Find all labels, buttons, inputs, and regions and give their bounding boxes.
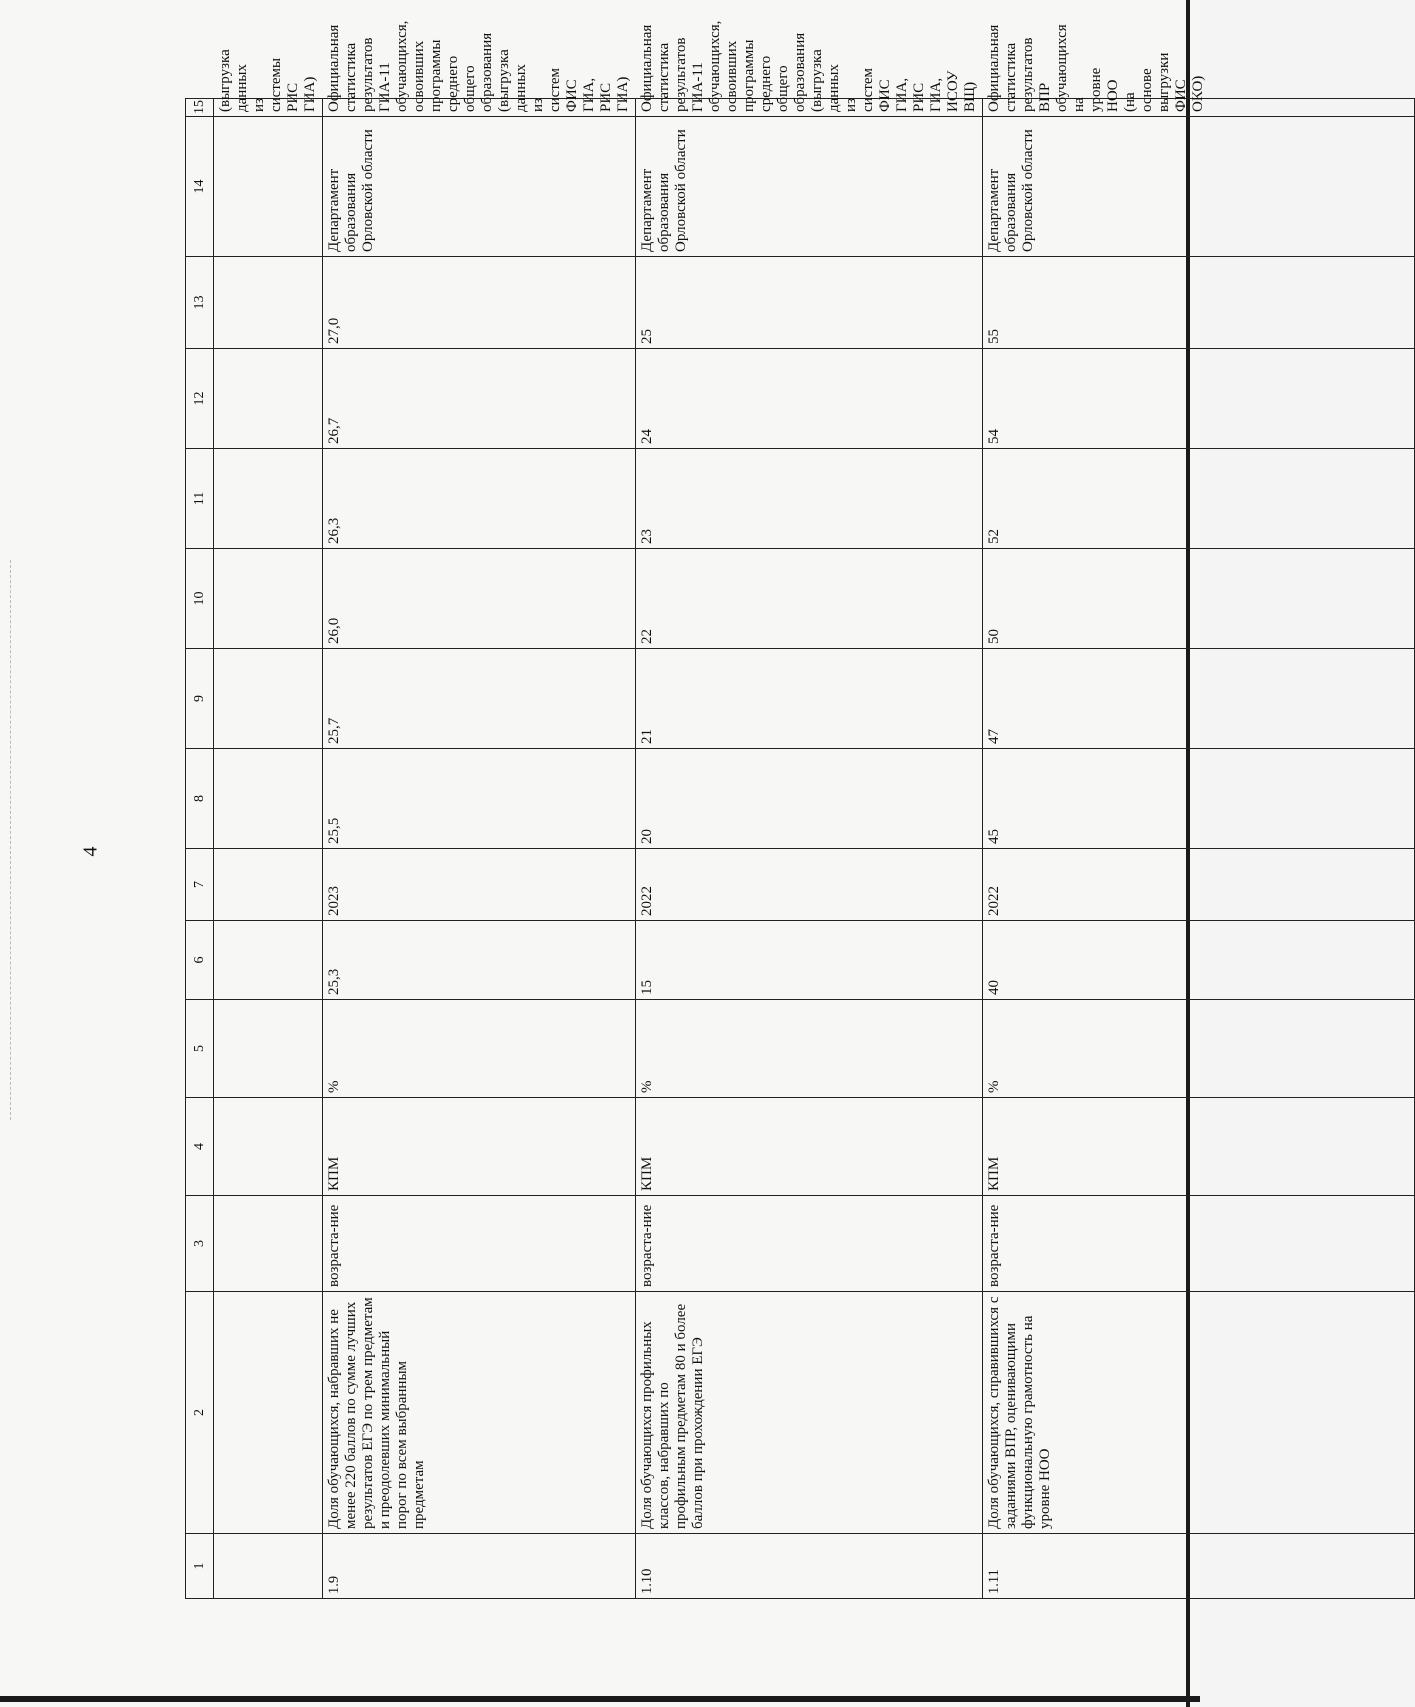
value-cell: 21 xyxy=(636,649,983,749)
col-header: 13 xyxy=(186,257,214,349)
indicator-name: Доля обучающихся, справившихся с заданиями ВПР, оценивающими функциональную грамотность на уровне НОО xyxy=(983,1292,1415,1534)
row-number: 1.9 xyxy=(323,1534,636,1599)
table-row xyxy=(323,99,636,1599)
continuation-row xyxy=(214,99,323,1599)
col-header: 6 xyxy=(186,921,214,1000)
unit-cell: % xyxy=(636,1000,983,1098)
base-value-cell: 25,3 xyxy=(323,921,636,1000)
value-cell: 24 xyxy=(636,349,983,449)
row-number: 1.10 xyxy=(636,1534,983,1599)
value-cell: 55 xyxy=(983,257,1415,349)
col-header: 4 xyxy=(186,1098,214,1196)
value-cell: 47 xyxy=(983,649,1415,749)
value-cell: 54 xyxy=(983,349,1415,449)
unit-cell: % xyxy=(983,1000,1415,1098)
indicator-name: Доля обучающихся, набравших не менее 220 баллов по сумме лучших результатов ЕГЭ по трем предметам и преодолевших минимальный порог по всем выбранным предметам xyxy=(323,1292,636,1534)
col-header: 1 xyxy=(186,1534,214,1599)
table-row xyxy=(983,99,1415,1599)
base-value-cell: 15 xyxy=(636,921,983,1000)
value-cell: 25,5 xyxy=(323,749,636,849)
page-number: 4 xyxy=(79,846,102,857)
table-row xyxy=(636,99,983,1599)
col-header: 14 xyxy=(186,117,214,257)
col-header: 2 xyxy=(186,1292,214,1534)
row-number: 1.11 xyxy=(983,1534,1415,1599)
trend-cell: возраста-ние xyxy=(983,1196,1415,1292)
base-value-cell: 40 xyxy=(983,921,1415,1000)
indicator-table-rotated xyxy=(185,20,1325,1599)
base-year-cell: 2022 xyxy=(636,849,983,921)
col-header: 5 xyxy=(186,1000,214,1098)
value-cell: 50 xyxy=(983,549,1415,649)
value-cell: 45 xyxy=(983,749,1415,849)
value-cell: 52 xyxy=(983,449,1415,549)
source-cell: Официальная статистика результатов ВПР обучающихся на уровне НОО (на основе выгрузки ФИС ОКО) xyxy=(983,99,1415,117)
trend-cell: возраста-ние xyxy=(636,1196,983,1292)
col-header: 7 xyxy=(186,849,214,921)
value-cell: 26,3 xyxy=(323,449,636,549)
level-cell: КПМ xyxy=(323,1098,636,1196)
col-header: 3 xyxy=(186,1196,214,1292)
scan-artifact xyxy=(10,560,12,1120)
unit-cell: % xyxy=(323,1000,636,1098)
value-cell: 25,7 xyxy=(323,649,636,749)
indicator-name: Доля обучающихся профильных классов, набравших по профильным предметам 80 и более баллов при прохождении ЕГЭ xyxy=(636,1292,983,1534)
value-cell: 25 xyxy=(636,257,983,349)
source-cell: Официальная статистика результатов ГИА-11 обучающихся, освоивших программы среднего общего образования (выгрузка данных из систем ФИС ГИА, РИС ГИА) xyxy=(323,99,636,117)
base-year-cell: 2022 xyxy=(983,849,1415,921)
col-header: 15 xyxy=(186,99,214,117)
indicator-table xyxy=(185,20,1415,1599)
value-cell: 26,7 xyxy=(323,349,636,449)
col-header: 10 xyxy=(186,549,214,649)
col-header: 11 xyxy=(186,449,214,549)
col-header: 8 xyxy=(186,749,214,849)
col-header: 12 xyxy=(186,349,214,449)
source-cell: (выгрузка данных из системы РИС ГИА) xyxy=(214,99,323,117)
value-cell: 23 xyxy=(636,449,983,549)
level-cell: КПМ xyxy=(636,1098,983,1196)
column-number-row xyxy=(186,99,214,1599)
level-cell: КПМ xyxy=(983,1098,1415,1196)
col-header: 9 xyxy=(186,649,214,749)
value-cell: 20 xyxy=(636,749,983,849)
trend-cell: возраста-ние xyxy=(323,1196,636,1292)
scan-edge-bottom xyxy=(0,1696,1200,1702)
responsible-cell: Департамент образования Орловской области xyxy=(636,117,983,257)
value-cell: 22 xyxy=(636,549,983,649)
responsible-cell: Департамент образования Орловской области xyxy=(983,117,1415,257)
base-year-cell: 2023 xyxy=(323,849,636,921)
value-cell: 26,0 xyxy=(323,549,636,649)
responsible-cell: Департамент образования Орловской области xyxy=(323,117,636,257)
source-cell: Официальная статистика результатов ГИА-11 обучающихся, освоивших программы среднего общего образования (выгрузка данных из систем ФИС ГИА, РИС ГИА, ИСОУ ВЩ) xyxy=(636,99,983,117)
value-cell: 27,0 xyxy=(323,257,636,349)
